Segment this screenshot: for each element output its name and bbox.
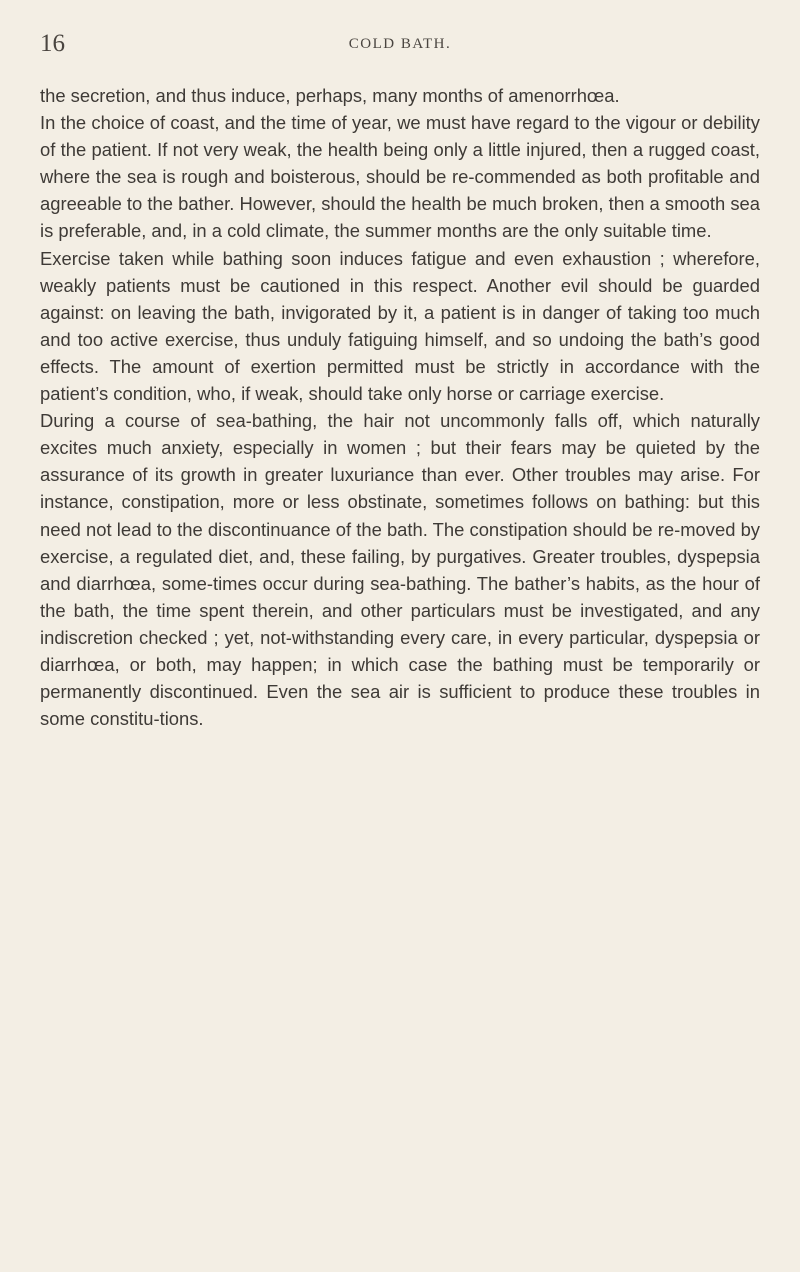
- running-head: [40, 30, 760, 60]
- running-title: COLD BATH.: [348, 36, 452, 52]
- paragraph-1: the secretion, and thus induce, perhaps, many months of amenorrhœa.: [40, 85, 620, 106]
- paragraph-4: During a course of sea-bathing, the hair not uncommonly falls off, which naturally excites much anxiety, especially in women ; but their fears may be quieted by the assurance of its growth in greater luxuriance than ever. Other troubles may arise. For instance, constipation, more or less obstinate, sometimes follows on bathing: but this need not lead to the discontinuance of the bath. The constipation should be re-moved by exercise, a regulated diet, and, these failing, by purgatives. Greater troubles, dyspepsia and diarrhœa, some-times occur during sea-bathing. The bather’s habits, as the hour of the bath, the time spent therein, and other particulars must be investigated, and any indiscretion checked ; yet, not-withstanding every care, in every particular, dyspepsia or diarrhœa, or both, may happen; in which case the bathing must be temporarily or permanently discontinued. Even the sea air is sufficient to produce these troubles in some constitu-tions.: [40, 410, 760, 730]
- paragraph-2: In the choice of coast, and the time of year, we must have regard to the vigour or debility of the patient. If not very weak, the health being only a little injured, then a rugged coast, where the sea is rough and boisterous, should be re-commended as both profitable and agreeable to the bather. However, should the health be much broken, then a smooth sea is preferable, and, in a cold climate, the summer months are the only suitable time.: [40, 112, 760, 242]
- body-text: [40, 82, 760, 732]
- paragraph-3: Exercise taken while bathing soon induces fatigue and even exhaustion ; wherefore, weakly patients must be cautioned in this respect. Another evil should be guarded against: on leaving the bath, invigorated by it, a patient is in danger of taking too much and too active exercise, thus unduly fatiguing himself, and so undoing the bath’s good effects. The amount of exertion permitted must be strictly in accordance with the patient’s condition, who, if weak, should take only horse or carriage exercise.: [40, 247, 760, 405]
- page-number: 16: [40, 30, 65, 57]
